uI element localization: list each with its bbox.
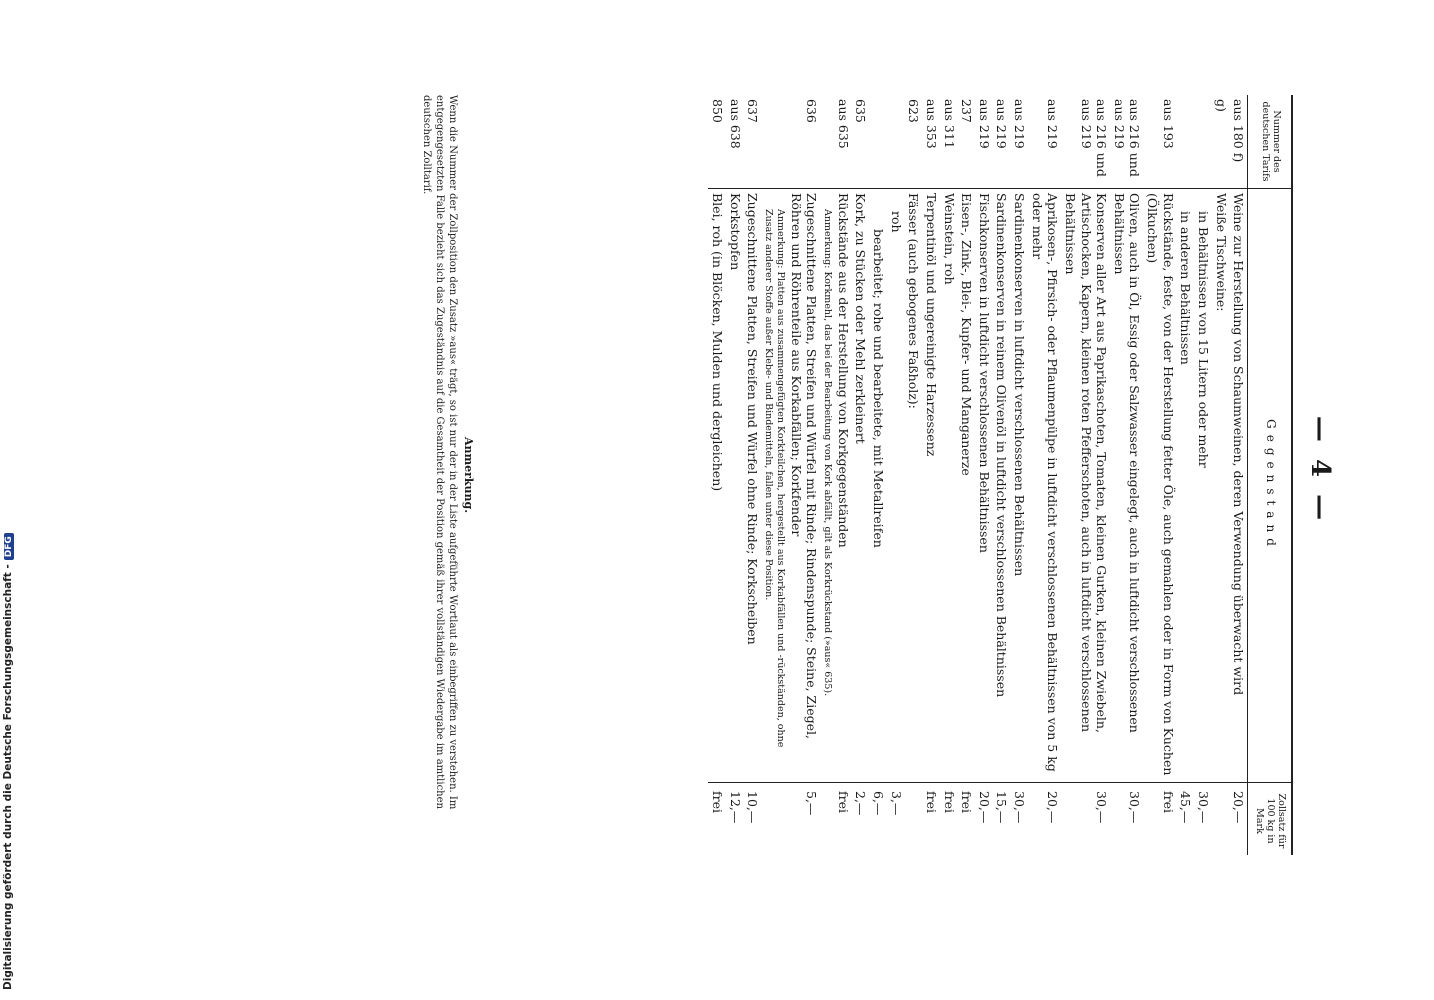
tariff-number: aus 353 — [923, 99, 939, 149]
item-description: Eisen-, Zink-, Blei-, Kupfer- und Manganerze — [959, 193, 975, 476]
item-description: Weinstein, roh — [941, 193, 957, 285]
duty-rate: 3,— — [888, 791, 904, 816]
table-row — [922, 95, 940, 855]
tariff-number — [761, 95, 787, 189]
table-row — [744, 95, 762, 855]
item-description: Zugeschnittene Platten, Streifen und Würfel ohne Rinde; Korkscheiben — [745, 193, 761, 645]
table-row — [1143, 95, 1176, 855]
item-description-cell — [1212, 189, 1230, 783]
duty-rate: frei — [1160, 791, 1176, 813]
duty-rate: 6,— — [871, 791, 887, 816]
tariff-number: aus 311 — [941, 99, 957, 149]
duty-rate: frei — [710, 791, 726, 813]
item-description-cell — [1110, 189, 1143, 783]
tariff-number: aus 219 — [1012, 99, 1028, 149]
item-description-cell — [922, 189, 940, 783]
item-description-cell — [787, 189, 820, 783]
duty-rate — [820, 783, 834, 856]
item-description-cell — [726, 189, 744, 783]
tariff-number: aus 219 — [976, 99, 992, 149]
duty-rate: 20,— — [1045, 791, 1061, 824]
footnote — [420, 95, 475, 855]
duty-rate: 45,— — [1178, 791, 1194, 824]
item-description-cell — [993, 189, 1011, 783]
duty-rate: 5,— — [804, 791, 820, 816]
item-description-cell — [940, 189, 958, 783]
duty-rate: 20,— — [976, 791, 992, 824]
item-description-cell — [1028, 189, 1061, 783]
item-description: Fässer (auch gebogenes Faßholz): — [906, 193, 922, 409]
item-description: Fischkonserven in luftdicht verschlossenen Behältnissen — [976, 193, 992, 553]
tariff-number: 850 — [710, 99, 726, 123]
tariff-number — [1177, 95, 1195, 189]
item-description: Kork, zu Stücken oder Mehl zerkleinert — [853, 193, 869, 444]
tariff-number: aus 180 f) — [1231, 99, 1247, 163]
dfg-logo: DFG — [4, 533, 14, 560]
item-description-cell — [905, 189, 923, 783]
item-description-cell — [1061, 189, 1110, 783]
item-description: Sardinenkonserven in reinem Olivenöl in luftdicht verschlossenen Behältnissen — [994, 193, 1010, 698]
tariff-number: 636 — [804, 99, 820, 123]
table-note-row — [761, 95, 787, 855]
duty-rate — [1212, 783, 1230, 856]
item-description: Aprikosen-, Pfirsich- oder Pflaumenpülpe in luftdicht verschlossenen Behältnissen von 5 kg oder mehr — [1029, 193, 1061, 772]
tariff-number — [1194, 95, 1212, 189]
duty-rate: 30,— — [1094, 791, 1110, 824]
tariff-number: aus 219 — [1045, 99, 1061, 149]
tariff-number: aus 219 — [994, 99, 1010, 149]
footnote-title: Anmerkung. — [462, 436, 475, 514]
item-note: Anmerkung: Platten aus zusammengefügten Korkteilchen, hergestellt aus Korkabfällen und -rückständen, ohne Zusatz anderer Stoffe außer Klebe- und Bindemitteln, fallen unter diese Position. — [763, 209, 787, 748]
tariff-body — [708, 95, 1247, 855]
item-description: Zugeschnittene Platten, Streifen und Würfel mit Rinde; Rindenspunde; Steine, Ziegel, Röhren und Röhrenteile aus Korkabfällen; Korkfender — [788, 193, 820, 739]
table-header — [1248, 95, 1292, 855]
tariff-number: aus 216 und aus 219 — [1078, 99, 1110, 177]
item-description-cell — [744, 189, 762, 783]
item-note: Anmerkung: Korkmehl, das bei der Bearbeitung von Kork abfällt, gilt als Korkrückstand (»aus« 635). — [822, 209, 834, 697]
duty-rate: frei — [835, 791, 851, 813]
item-description: Sardinenkonserven in luftdicht verschlossenen Behältnissen — [1012, 193, 1028, 577]
duty-rate: frei — [923, 791, 939, 813]
table-row — [852, 95, 870, 855]
tariff-number: 623 — [906, 99, 922, 123]
table-row — [1177, 95, 1195, 855]
item-description: Blei, roh (in Blöcken, Mulden und dergleichen) — [710, 193, 726, 492]
rotated-page — [335, 60, 1335, 880]
header-item: Gegenstand — [1248, 189, 1292, 783]
item-description: in Behältnissen von 15 Litern oder mehr — [1195, 211, 1211, 468]
table-row — [958, 95, 976, 855]
table-row — [708, 95, 726, 855]
tariff-number: 237 — [959, 99, 975, 123]
table-row — [1212, 95, 1230, 855]
item-description-cell — [1177, 189, 1195, 783]
item-description-cell — [1143, 189, 1176, 783]
header-number: Nummer des deutschen Tarifs — [1248, 95, 1292, 189]
page-number: — 4 — — [1305, 415, 1335, 525]
table-row — [1028, 95, 1061, 855]
duty-rate: 2,— — [853, 791, 869, 816]
item-description: Korkstopfen — [727, 193, 743, 271]
item-description: Rückstände aus der Herstellung von Korkgegenständen — [835, 193, 851, 548]
tariff-number — [887, 95, 905, 189]
table-row — [975, 95, 993, 855]
duty-rate: 20,— — [1231, 791, 1247, 824]
duty-rate: 15,— — [994, 791, 1010, 824]
table-row — [1110, 95, 1143, 855]
footnote-text: Wenn die Nummer der Zollposition den Zusatz »aus« trägt, so ist nur der in der Liste aufgeführte Wortlaut als einbegriffen zu verstehen. Im entgegengesetzten Falle bezieht sich das Zugeständnis auf die Gesamtheit der Position gemäß ihrer vollständigen Wiedergabe im amtlichen deutschen Zolltarif. — [420, 95, 458, 810]
table-row — [1194, 95, 1212, 855]
item-description-cell — [869, 189, 887, 783]
item-description-cell — [1010, 189, 1028, 783]
item-description-cell — [852, 189, 870, 783]
table-note-row — [820, 95, 834, 855]
item-description: Rückstände, feste, von der Herstellung fetter Öle, auch gemahlen oder in Form von Kuchen (Ölkuchen) — [1145, 193, 1176, 776]
item-description: in anderen Behältnissen — [1178, 211, 1194, 365]
table-row — [1230, 95, 1248, 855]
credit-text: Digitalisierung gefördert durch die Deutsche Forschungsgemeinschaft - — [2, 564, 14, 990]
duty-rate: frei — [941, 791, 957, 813]
table-row — [993, 95, 1011, 855]
tariff-number: 637 — [745, 99, 761, 123]
item-description-cell — [834, 189, 852, 783]
table-row — [726, 95, 744, 855]
item-description: Terpentinöl und ungereinigte Harzessenz — [923, 193, 939, 457]
item-description: Weiße Tischweine: — [1213, 193, 1229, 312]
duty-rate — [761, 783, 787, 856]
item-description-cell — [761, 189, 787, 783]
item-description-cell — [1194, 189, 1212, 783]
item-description-cell — [1230, 189, 1248, 783]
item-description: Weine zur Herstellung von Schaumweinen, deren Verwendung überwacht wird — [1231, 193, 1247, 696]
duty-rate — [905, 783, 923, 856]
digitization-credit — [2, 0, 16, 990]
duty-rate: 30,— — [1012, 791, 1028, 824]
tariff-number: g) — [1213, 99, 1229, 112]
tariff-number — [869, 95, 887, 189]
item-description: Konserven aller Art aus Paprikaschoten, Tomaten, kleinen Gurken, kleinen Zwiebeln, Artischocken, Kapern, kleinen roten Pfefferschoten, auch in luftdicht verschlossenen Behältnissen — [1062, 193, 1110, 733]
duty-rate: 10,— — [745, 791, 761, 824]
tariff-number: aus 638 — [727, 99, 743, 149]
duty-rate: 30,— — [1195, 791, 1211, 824]
tariff-number: 635 — [853, 99, 869, 123]
header-rate: Zollsatz für 100 kg in Mark — [1248, 783, 1292, 856]
table-row — [869, 95, 887, 855]
tariff-number: aus 635 — [835, 99, 851, 149]
tariff-number — [820, 95, 834, 189]
tariff-number: aus 193 — [1160, 99, 1176, 149]
item-description-cell — [820, 189, 834, 783]
item-description: roh — [888, 211, 904, 233]
tariff-number: aus 216 und aus 219 — [1111, 99, 1143, 177]
table-row — [834, 95, 852, 855]
table-row — [1010, 95, 1028, 855]
duty-rate: 12,— — [727, 791, 743, 824]
item-description-cell — [887, 189, 905, 783]
item-description-cell — [958, 189, 976, 783]
table-row — [787, 95, 820, 855]
duty-rate: frei — [959, 791, 975, 813]
item-description: bearbeitet; rohe und bearbeitete, mit Metallreifen — [871, 229, 887, 548]
table-row — [940, 95, 958, 855]
tariff-table — [708, 95, 1293, 855]
table-row — [1061, 95, 1110, 855]
item-description-cell — [975, 189, 993, 783]
item-description-cell — [708, 189, 726, 783]
item-description: Oliven, auch in Öl, Essig oder Salzwasser eingelegt, auch in luftdicht verschlossenen Behältnissen — [1111, 193, 1143, 733]
duty-rate: 30,— — [1127, 791, 1143, 824]
table-row — [887, 95, 905, 855]
table-row — [905, 95, 923, 855]
